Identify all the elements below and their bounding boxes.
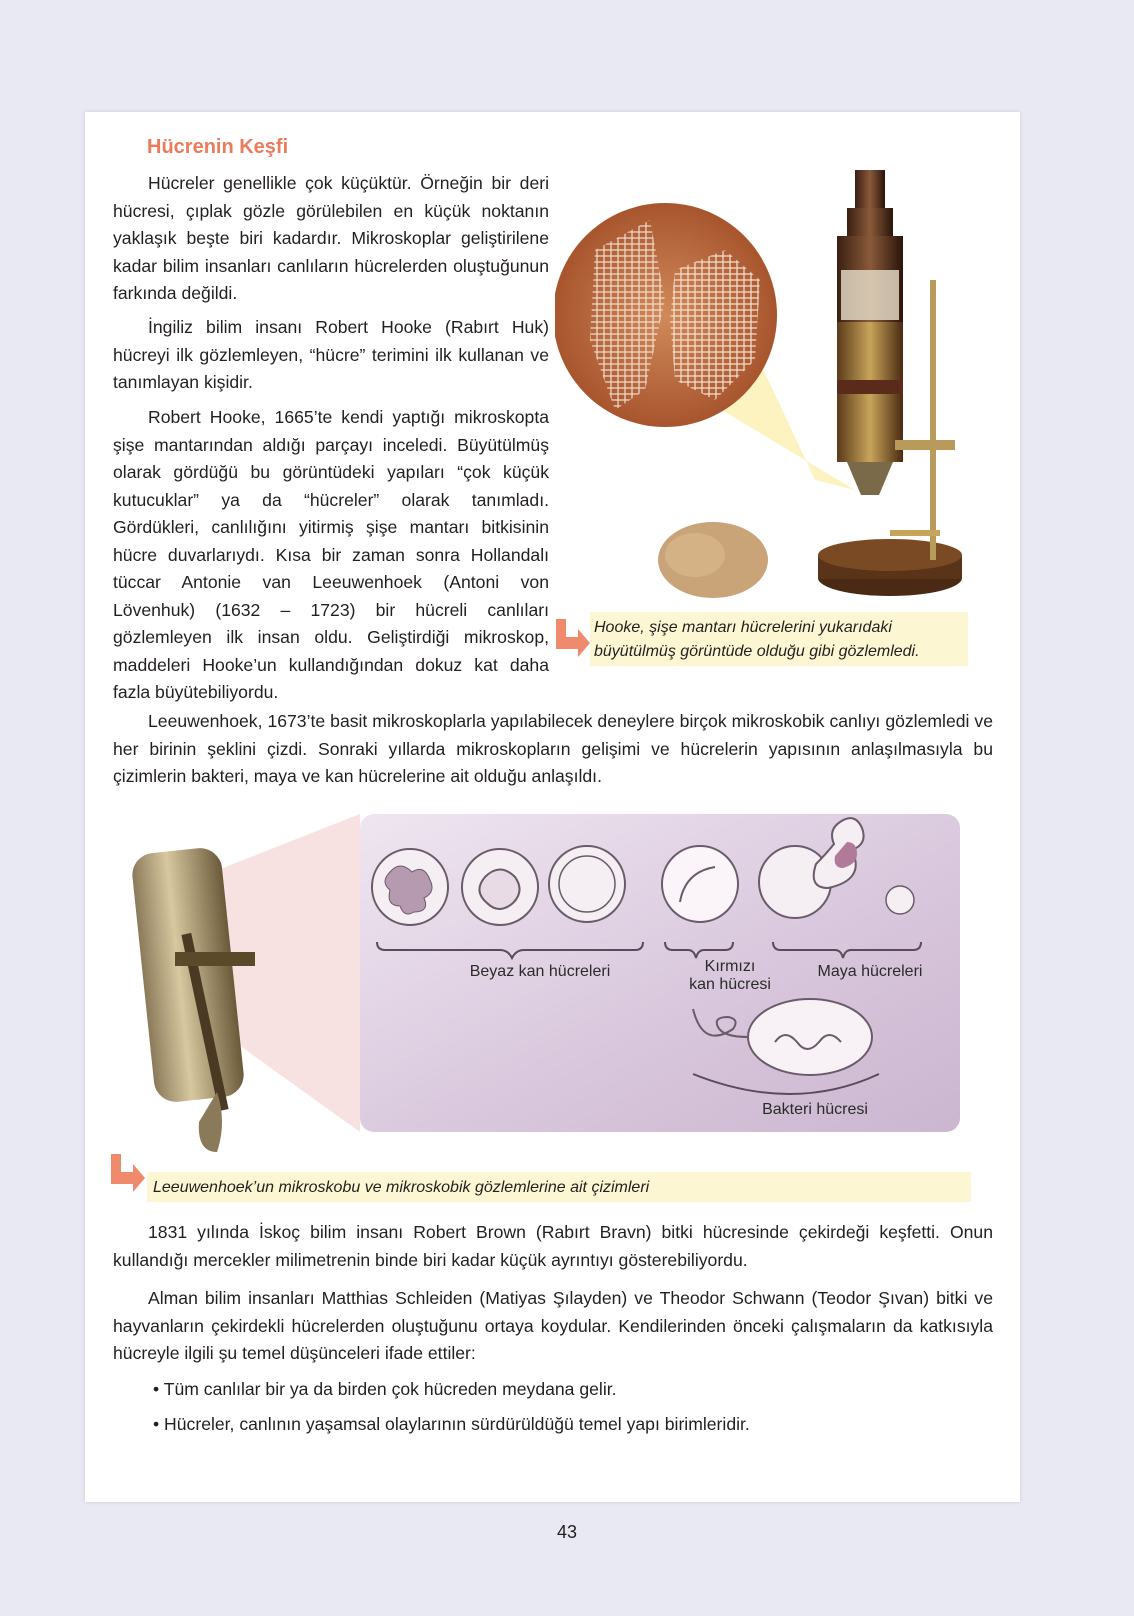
caption-arrow-icon [552, 617, 592, 661]
bacteria-cell [748, 999, 872, 1075]
page [85, 112, 1020, 1502]
label-white-blood-cells: Beyaz kan hücreleri [469, 963, 611, 980]
white-blood-cell-3 [549, 846, 625, 922]
label-yeast-cells: Maya hücreleri [817, 963, 923, 980]
paragraph-2 [113, 314, 549, 397]
page-number: 43 [556, 1522, 578, 1542]
label-red-blood-line2: kan hücresi [689, 976, 771, 993]
yeast-cell-2 [886, 886, 914, 914]
paragraph-1-text: Hücreler genellikle çok küçüktür. Örneğin bir deri hücresi, çıplak gözle görülebilen en küçük noktanın yaklaşık beşte biri kadardır. Mikroskoplar geliştirilene kadar bilim insanları canlıların hücrelerden oluştuğunun farkında değildi. [113, 173, 549, 303]
hooke-microscope-figure [555, 160, 975, 610]
paragraph-3-text: Robert Hooke, 1665’te kendi yaptığı mikroskopta şişe mantarından aldığı parçayı inceledi. Büyütülmüş olarak gördüğü bu görüntüdeki yapıları “çok küçük kutucuklar” ya da “hücreler” olarak tanımladı. Gördükleri, canlılığını yitirmiş şişe mantarı bitkisinin hücre duvarlarıydı. Kısa bir zaman sonra Hollandalı tüccar Antonie van Leeuwenhoek (Antoni von Lövenhuk) (1632 – 1723) bir hücreli canlıları gözlemleyen ilk insan oldu. Geliştirdiği mikroskop, maddeleri Hooke’un kullandığından dokuz kat daha fazla büyütebiliyordu. [113, 407, 549, 702]
paragraph-6-text: Alman bilim insanları Matthias Schleiden (Matiyas Şılayden) ve Theodor Schwann (Teodor Şıvan) bitki ve hayvanların çekirdekli hücrelerden oluştuğunu ortaya koydular. Kendilerinden önceki çalışmaların da katkısıyla hücreyle ilgili şu temel düşünceleri ifade ettiler: [113, 1288, 993, 1363]
caption-arrow-icon [107, 1152, 147, 1196]
label-bacteria-cell: Bakteri hücresi [762, 1101, 868, 1118]
red-blood-cell [662, 846, 738, 922]
leeuwenhoek-caption: Leeuwenhoek’un mikroskobu ve mikroskobik gözlemlerine ait çizimleri [147, 1172, 971, 1202]
paragraph-1 [113, 170, 549, 308]
paragraph-4-text: Leeuwenhoek, 1673’te basit mikroskoplarla yapılabilecek deneylere birçok mikroskobik canlıyı gözlemledi ve her birinin şeklini çizdi. Sonraki yıllarda mikroskopların gelişimi ve hücrelerin yapısının anlaşılmasıyla bu çizimlerin bakteri, maya ve kan hücrelerine ait olduğu anlaşıldı. [113, 711, 993, 786]
paragraph-2-text: İngiliz bilim insanı Robert Hooke (Rabırt Huk) hücreyi ilk gözlemleyen, “hücre” terimini ilk kullanan ve tanımlayan kişidir. [113, 317, 549, 392]
microscope-eyepiece [855, 170, 885, 210]
section-title: Hücrenin Keşfi [147, 136, 289, 158]
label-red-blood-cell [675, 958, 785, 994]
paragraph-4 [113, 708, 993, 791]
bullet-item-1: • Tüm canlılar bir ya da birden çok hücreden meydana gelir. [153, 1379, 617, 1399]
paragraph-5 [113, 1219, 993, 1274]
hooke-caption: Hooke, şişe mantarı hücrelerini yukarıdaki büyütülmüş görüntüde olduğu gibi gözlemledi. [590, 612, 968, 666]
bullet-item-2: • Hücreler, canlının yaşamsal olaylarının sürdürüldüğü temel yapı birimleridir. [153, 1414, 750, 1434]
paragraph-3 [113, 404, 549, 707]
paragraph-5-text: 1831 yılında İskoç bilim insanı Robert Brown (Rabırt Bravn) bitki hücresinde çekirdeği keşfetti. Onun kullandığı mercekler milimetrenin binde biri kadar küçük ayrıntıyı gösterebiliyordu. [113, 1222, 993, 1270]
paragraph-6 [113, 1285, 993, 1368]
label-red-blood-line1: Kırmızı [704, 958, 756, 975]
leeuwenhoek-figure [105, 812, 965, 1192]
